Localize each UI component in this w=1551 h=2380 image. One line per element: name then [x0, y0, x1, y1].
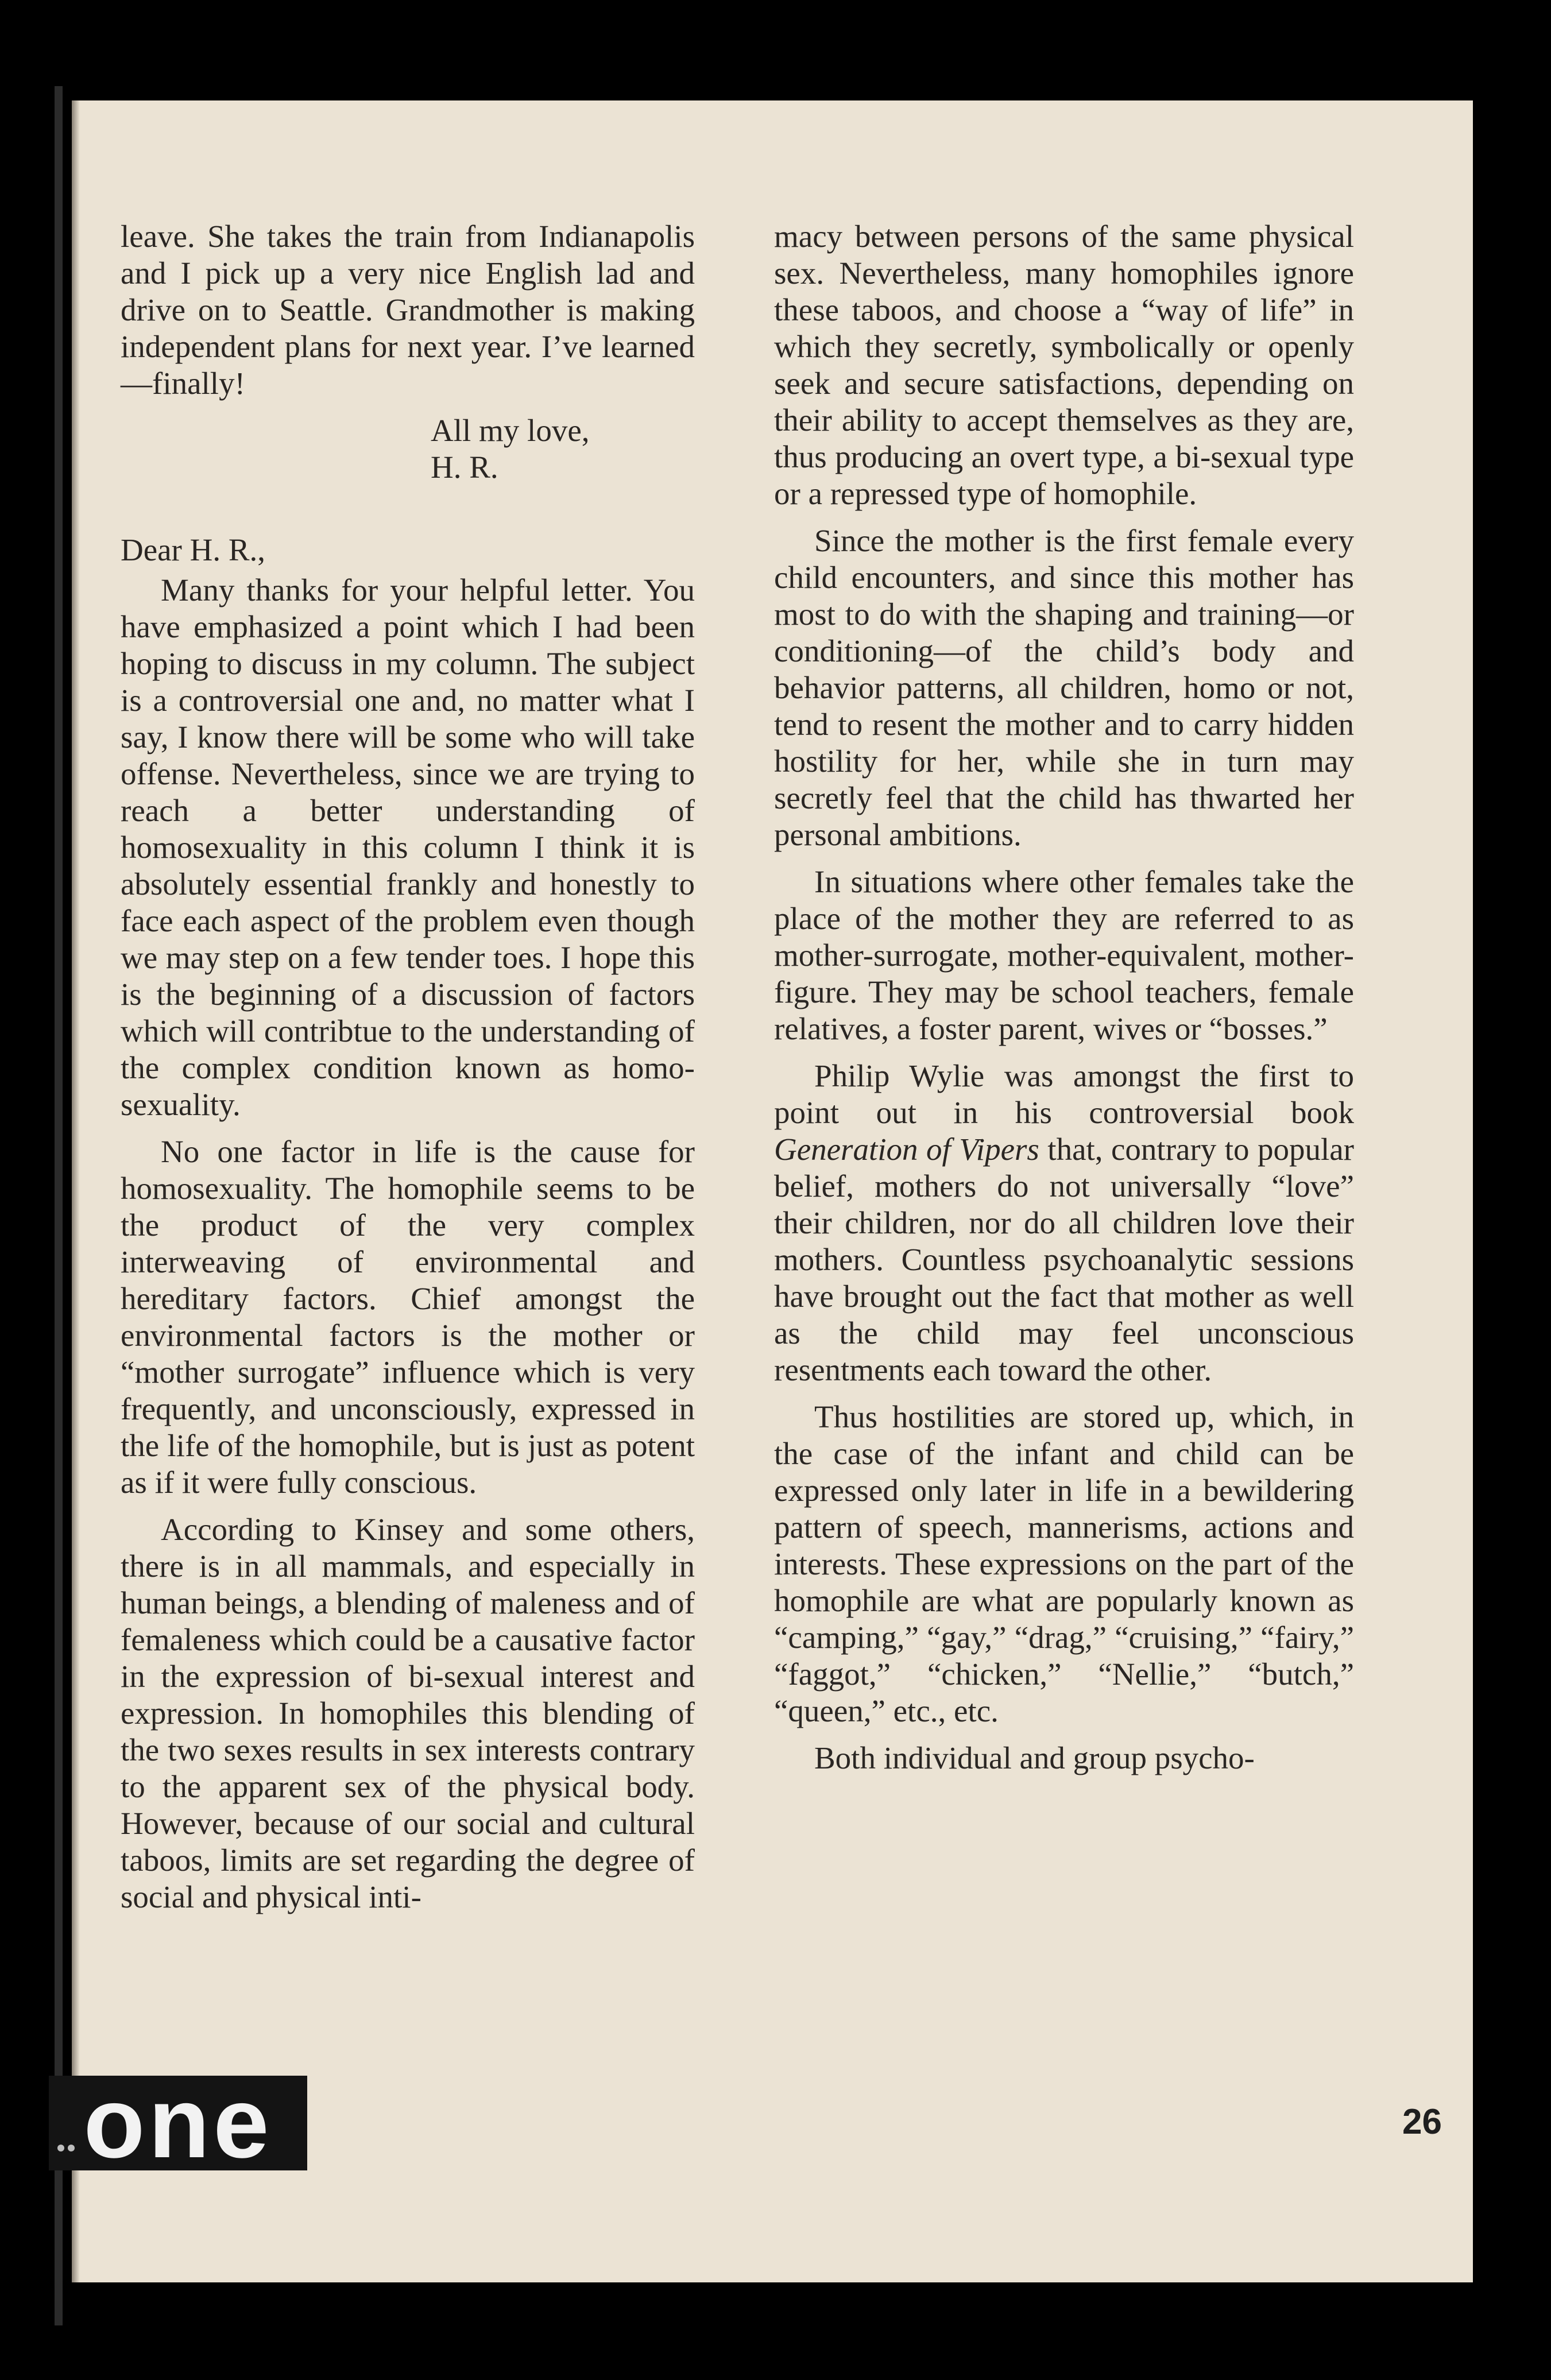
- right-column: [774, 218, 1354, 1787]
- paragraph: Both individual and group psycho-: [814, 1740, 1255, 1775]
- paragraph: Many thanks for your helpful letter. You have emphasized a point which I had been hoping to discuss in my column. The subject is a controversial one and, no matter what I say, I know there will be some who will take offense. Nevertheless, since we are trying to reach a better understanding of homosexuality in this column I think it is absolutely essential frankly and honestly to face each aspect of the problem even though we may step on a few tender toes. I hope this is the beginning of a discussion of factors which will contribtue to the understanding of the complex condition known as homosexuality.: [121, 572, 695, 1122]
- book-title: Generation of Vipers: [774, 1132, 1039, 1167]
- letter-signoff: [121, 412, 695, 486]
- dot: [57, 2145, 64, 2151]
- spine-edge: [55, 86, 63, 2325]
- salutation: Dear H. R.,: [121, 532, 266, 567]
- left-column: [121, 218, 695, 1926]
- paragraph-text: Philip Wylie was amongst the first to point out in his controversial book: [774, 1058, 1354, 1130]
- paragraph: leave. She takes the train from Indianapolis and I pick up a very nice English lad and drive on to Seattle. Grandmother is making independent plans for next year. I’ve learned—finally!: [121, 219, 695, 401]
- paragraph: macy between persons of the same physical sex. Nevertheless, many homophiles ignore these taboos, and choose a “way of life” in which they secretly, symbolically or openly seek and secure satisfactions, depending on their ability to accept themselves as they are, thus producing an overt type, a bi-sexual type or a repressed type of homophile.: [774, 219, 1354, 511]
- paragraph: [774, 1058, 1354, 1388]
- paragraph: Since the mother is the first female every child encounters, and since this mother has most to do with the shaping and training—or conditioning—of the child’s body and behavior patterns, all children, homo or not, tend to resent the mother and to carry hidden hostility for her, while she in turn may secretly feel that the child has thwarted her personal ambitions.: [774, 523, 1354, 852]
- paragraph: No one factor in life is the cause for homosexuality. The homophile seems to be the product of the very complex interweaving of environmental and hereditary factors. Chief amongst the environmental factors is the mother or “mother surrogate” influence which is very frequently, and unconsciously, expressed in the life of the homophile, but is just as potent as if it were fully conscious.: [121, 1134, 695, 1500]
- signature-initials: H. R.: [431, 450, 498, 485]
- dot: [68, 2145, 75, 2151]
- magazine-logo: one: [49, 2076, 307, 2170]
- logo-dots-icon: [57, 2145, 80, 2156]
- paragraph-text: that, contrary to popular belief, mothers do not universally “love” their children, nor do all children love their mothers. Countless psychoanalytic sessions have brought out the fact that mother as well as the child may feel unconscious resentments each toward the other.: [774, 1132, 1355, 1387]
- page-gutter-shadow: [72, 100, 80, 2282]
- closing-line: All my love,: [431, 413, 590, 448]
- paragraph: According to Kinsey and some others, there is in all mammals, and especially in human beings, a blending of maleness and of femaleness which could be a causative factor in the expression of bi-sexual interest and expression. In homophiles this blending of the two sexes results in sex interests contrary to the apparent sex of the physical body. However, because of our social and cultural taboos, limits are set regarding the degree of social and physical inti-: [121, 1512, 695, 1914]
- paragraph: In situations where other females take the place of the mother they are referred to as mother-surrogate, mother-equivalent, mother-figure. They may be school teachers, female relatives, a foster parent, wives or “bosses.”: [774, 864, 1354, 1046]
- paragraph: Thus hostilities are stored up, which, in the case of the infant and child can be expressed only later in life in a bewildering pattern of speech, mannerisms, actions and interests. These expressions on the part of the homophile are what are popularly known as “camping,” “gay,” “drag,” “cruising,” “fairy,” “faggot,” “chicken,” “Nellie,” “butch,” “queen,” etc., etc.: [774, 1399, 1354, 1728]
- magazine-page: [72, 100, 1473, 2282]
- page-number: 26: [1402, 2102, 1442, 2142]
